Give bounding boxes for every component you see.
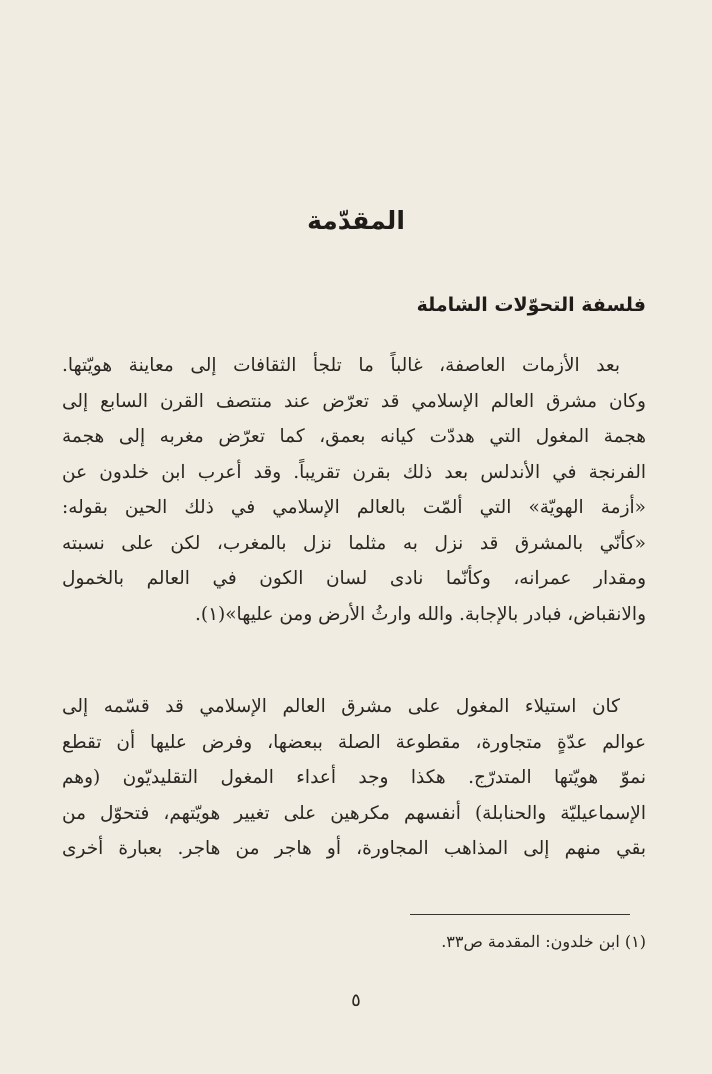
paragraph-line: هجمة المغول التي هددّت كيانه بعمق، كما تعرّض مغربه إلى هجمة bbox=[62, 426, 646, 447]
paragraph-2 bbox=[62, 689, 646, 867]
paragraph-line: «أزمة الهويّة» التي ألمّت بالعالم الإسلامي في ذلك الحين بقوله: bbox=[62, 497, 646, 518]
page-number: ٥ bbox=[351, 990, 361, 1011]
section-heading: فلسفة التحوّلات الشاملة bbox=[416, 294, 646, 316]
paragraph-line: الفرنجة في الأندلس بعد ذلك بقرن تقريباً. وقد أعرب ابن خلدون عن bbox=[62, 461, 646, 483]
paragraph-line: عوالم عدّةٍ متجاورة، مقطوعة الصلة ببعضها، وفرض عليها أن تقطع bbox=[62, 731, 646, 753]
footnote: (١) ابن خلدون: المقدمة ص٣٣. bbox=[441, 932, 646, 951]
paragraph-line: ومقدار عمرانه، وكأنّما نادى لسان الكون في العالم بالخمول bbox=[62, 568, 646, 589]
paragraph-line: الإسماعيليّة والحنابلة) أنفسهم مكرهين على تغيير هويّتهم، فتحوّل من bbox=[62, 802, 646, 824]
paragraph-line: والانقباض، فبادر بالإجابة. والله وارثُ الأرض ومن عليها»(١). bbox=[194, 603, 646, 625]
paragraph-line: نموّ هويّتها المتدرّج. هكذا وجد أعداء المغول التقليديّون (وهم bbox=[62, 767, 646, 788]
paragraph-line: وكان مشرق العالم الإسلامي قد تعرّض عند منتصف القرن السابع إلى bbox=[62, 390, 646, 412]
chapter-title: المقدّمة bbox=[307, 206, 405, 235]
paragraph-line: بقي منهم إلى المذاهب المجاورة، أو هاجر من هاجر. بعبارة أخرى bbox=[62, 838, 646, 859]
paragraph-1 bbox=[62, 348, 646, 632]
paragraph-line: كان استيلاء المغول على مشرق العالم الإسلامي قد قسّمه إلى bbox=[62, 696, 620, 717]
paragraph-line: بعد الأزمات العاصفة، غالباً ما تلجأ الثقافات إلى معاينة هويّتها. bbox=[62, 355, 620, 376]
paragraph-line: «كأنّي بالمشرق قد نزل به مثلما نزل بالمغرب، لكن على نسبته bbox=[62, 532, 646, 554]
footnote-divider bbox=[410, 914, 630, 915]
